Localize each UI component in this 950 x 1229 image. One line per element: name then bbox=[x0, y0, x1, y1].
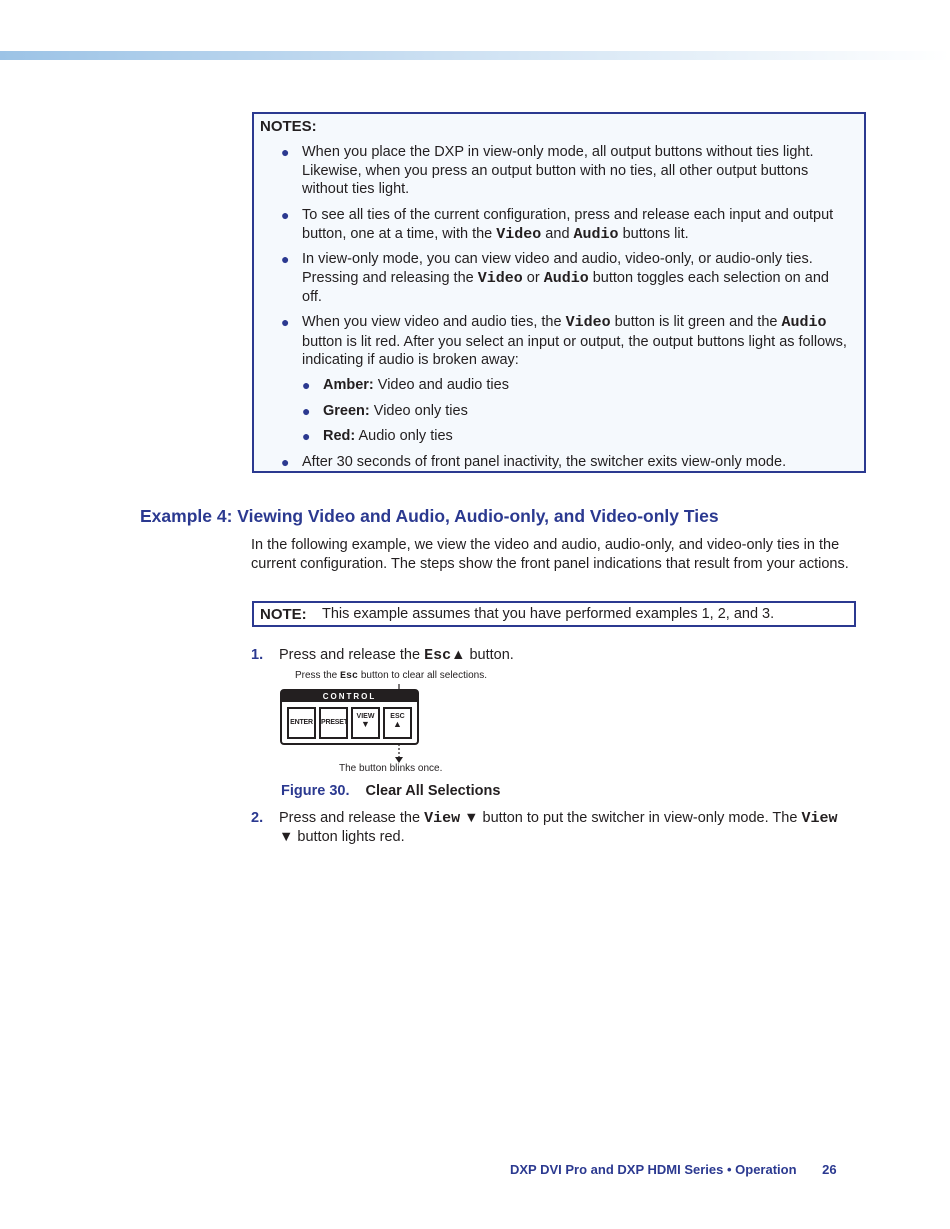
down-triangle-icon: ▼ bbox=[464, 810, 479, 826]
video-button-ref: Video bbox=[477, 269, 523, 287]
step-number: 2. bbox=[251, 810, 264, 826]
note-label: NOTE: bbox=[260, 606, 307, 623]
notes-bullet-1: ● When you place the DXP in view-only mode, all output buttons without ties light. Likewise, when you press an output button with no ties, all other output buttons without ties light. bbox=[281, 144, 814, 197]
video-button-ref: Video bbox=[496, 225, 542, 243]
video-button-ref: Video bbox=[565, 314, 611, 331]
step-2: 2. Press and release the View ▼ button to put the switcher in view-only mode. The View ▼ button lights red. bbox=[251, 810, 838, 845]
bullet-icon: ● bbox=[281, 144, 290, 160]
down-triangle-icon: ▼ bbox=[361, 719, 370, 729]
figure-callout-bottom: The button blinks once. bbox=[339, 763, 443, 774]
header-gradient-bar bbox=[0, 51, 950, 60]
bullet-icon: ● bbox=[302, 428, 311, 444]
notes-bullet-4: ● When you view video and audio ties, the Video button is lit green and the Audio button is lit red. After you select an input or output, the output buttons light as follows, indicating if audio is broken away: bbox=[281, 314, 847, 368]
preset-button: PRESET bbox=[319, 707, 348, 739]
footer-title: DXP DVI Pro and DXP HDMI Series • Operation bbox=[510, 1162, 797, 1177]
bullet-icon: ● bbox=[281, 454, 290, 470]
notes-title: NOTES: bbox=[260, 118, 317, 135]
esc-button-ref: Esc bbox=[424, 647, 452, 664]
bullet-icon: ● bbox=[302, 403, 311, 419]
view-button: VIEW ▼ bbox=[351, 707, 380, 739]
panel-header: CONTROL bbox=[282, 691, 417, 702]
notes-bullet-3: ● In view-only mode, you can view video and audio, video-only, or audio-only ties. Pressing and releasing the Video or Audio button toggles each selection on and off. bbox=[281, 251, 829, 305]
audio-button-ref: Audio bbox=[781, 314, 827, 331]
figure-caption bbox=[281, 783, 500, 799]
notes-subbullet-amber: ● Amber: Video and audio ties bbox=[302, 377, 509, 393]
notes-bullet-2: ● To see all ties of the current configuration, press and release each input and output button, one at a time, with the Video and Audio buttons lit. bbox=[281, 207, 834, 243]
bullet-icon: ● bbox=[281, 314, 290, 330]
notes-box bbox=[252, 112, 866, 473]
notes-bullet-5: ● After 30 seconds of front panel inactivity, the switcher exits view-only mode. bbox=[281, 454, 787, 470]
notes-subbullet-red: ● Red: Audio only ties bbox=[302, 428, 453, 444]
notes-subbullet-green: ● Green: Video only ties bbox=[302, 403, 468, 419]
view-button-ref: View bbox=[801, 810, 838, 827]
bullet-icon: ● bbox=[281, 251, 290, 267]
step-1: 1. Press and release the Esc▲ button. bbox=[251, 647, 514, 664]
view-button-ref: View bbox=[424, 810, 461, 827]
figure-number: Figure 30. bbox=[281, 783, 350, 799]
page-footer bbox=[510, 1162, 837, 1177]
step-number: 1. bbox=[251, 647, 264, 663]
bullet-icon: ● bbox=[302, 377, 311, 393]
control-panel-illustration bbox=[280, 689, 419, 745]
intro-paragraph: In the following example, we view the video and audio, audio-only, and video-only ties in the current configuration. The steps show the front panel indications that result from your actions. bbox=[251, 537, 849, 572]
down-triangle-icon: ▼ bbox=[279, 829, 294, 845]
bullet-icon: ● bbox=[281, 207, 290, 223]
audio-button-ref: Audio bbox=[543, 269, 589, 287]
audio-button-ref: Audio bbox=[573, 225, 619, 243]
figure-title: Clear All Selections bbox=[365, 783, 501, 799]
up-triangle-icon: ▲ bbox=[451, 647, 466, 663]
enter-button: ENTER bbox=[287, 707, 316, 739]
section-heading: Example 4: Viewing Video and Audio, Audio-only, and Video-only Ties bbox=[140, 506, 719, 526]
esc-button: ESC ▲ bbox=[383, 707, 412, 739]
note-text: This example assumes that you have performed examples 1, 2, and 3. bbox=[322, 606, 775, 622]
figure-callout-top: Press the Esc button to clear all selections. bbox=[295, 670, 488, 682]
note-box bbox=[252, 601, 856, 627]
page-number: 26 bbox=[822, 1162, 837, 1177]
up-triangle-icon: ▲ bbox=[393, 719, 402, 729]
